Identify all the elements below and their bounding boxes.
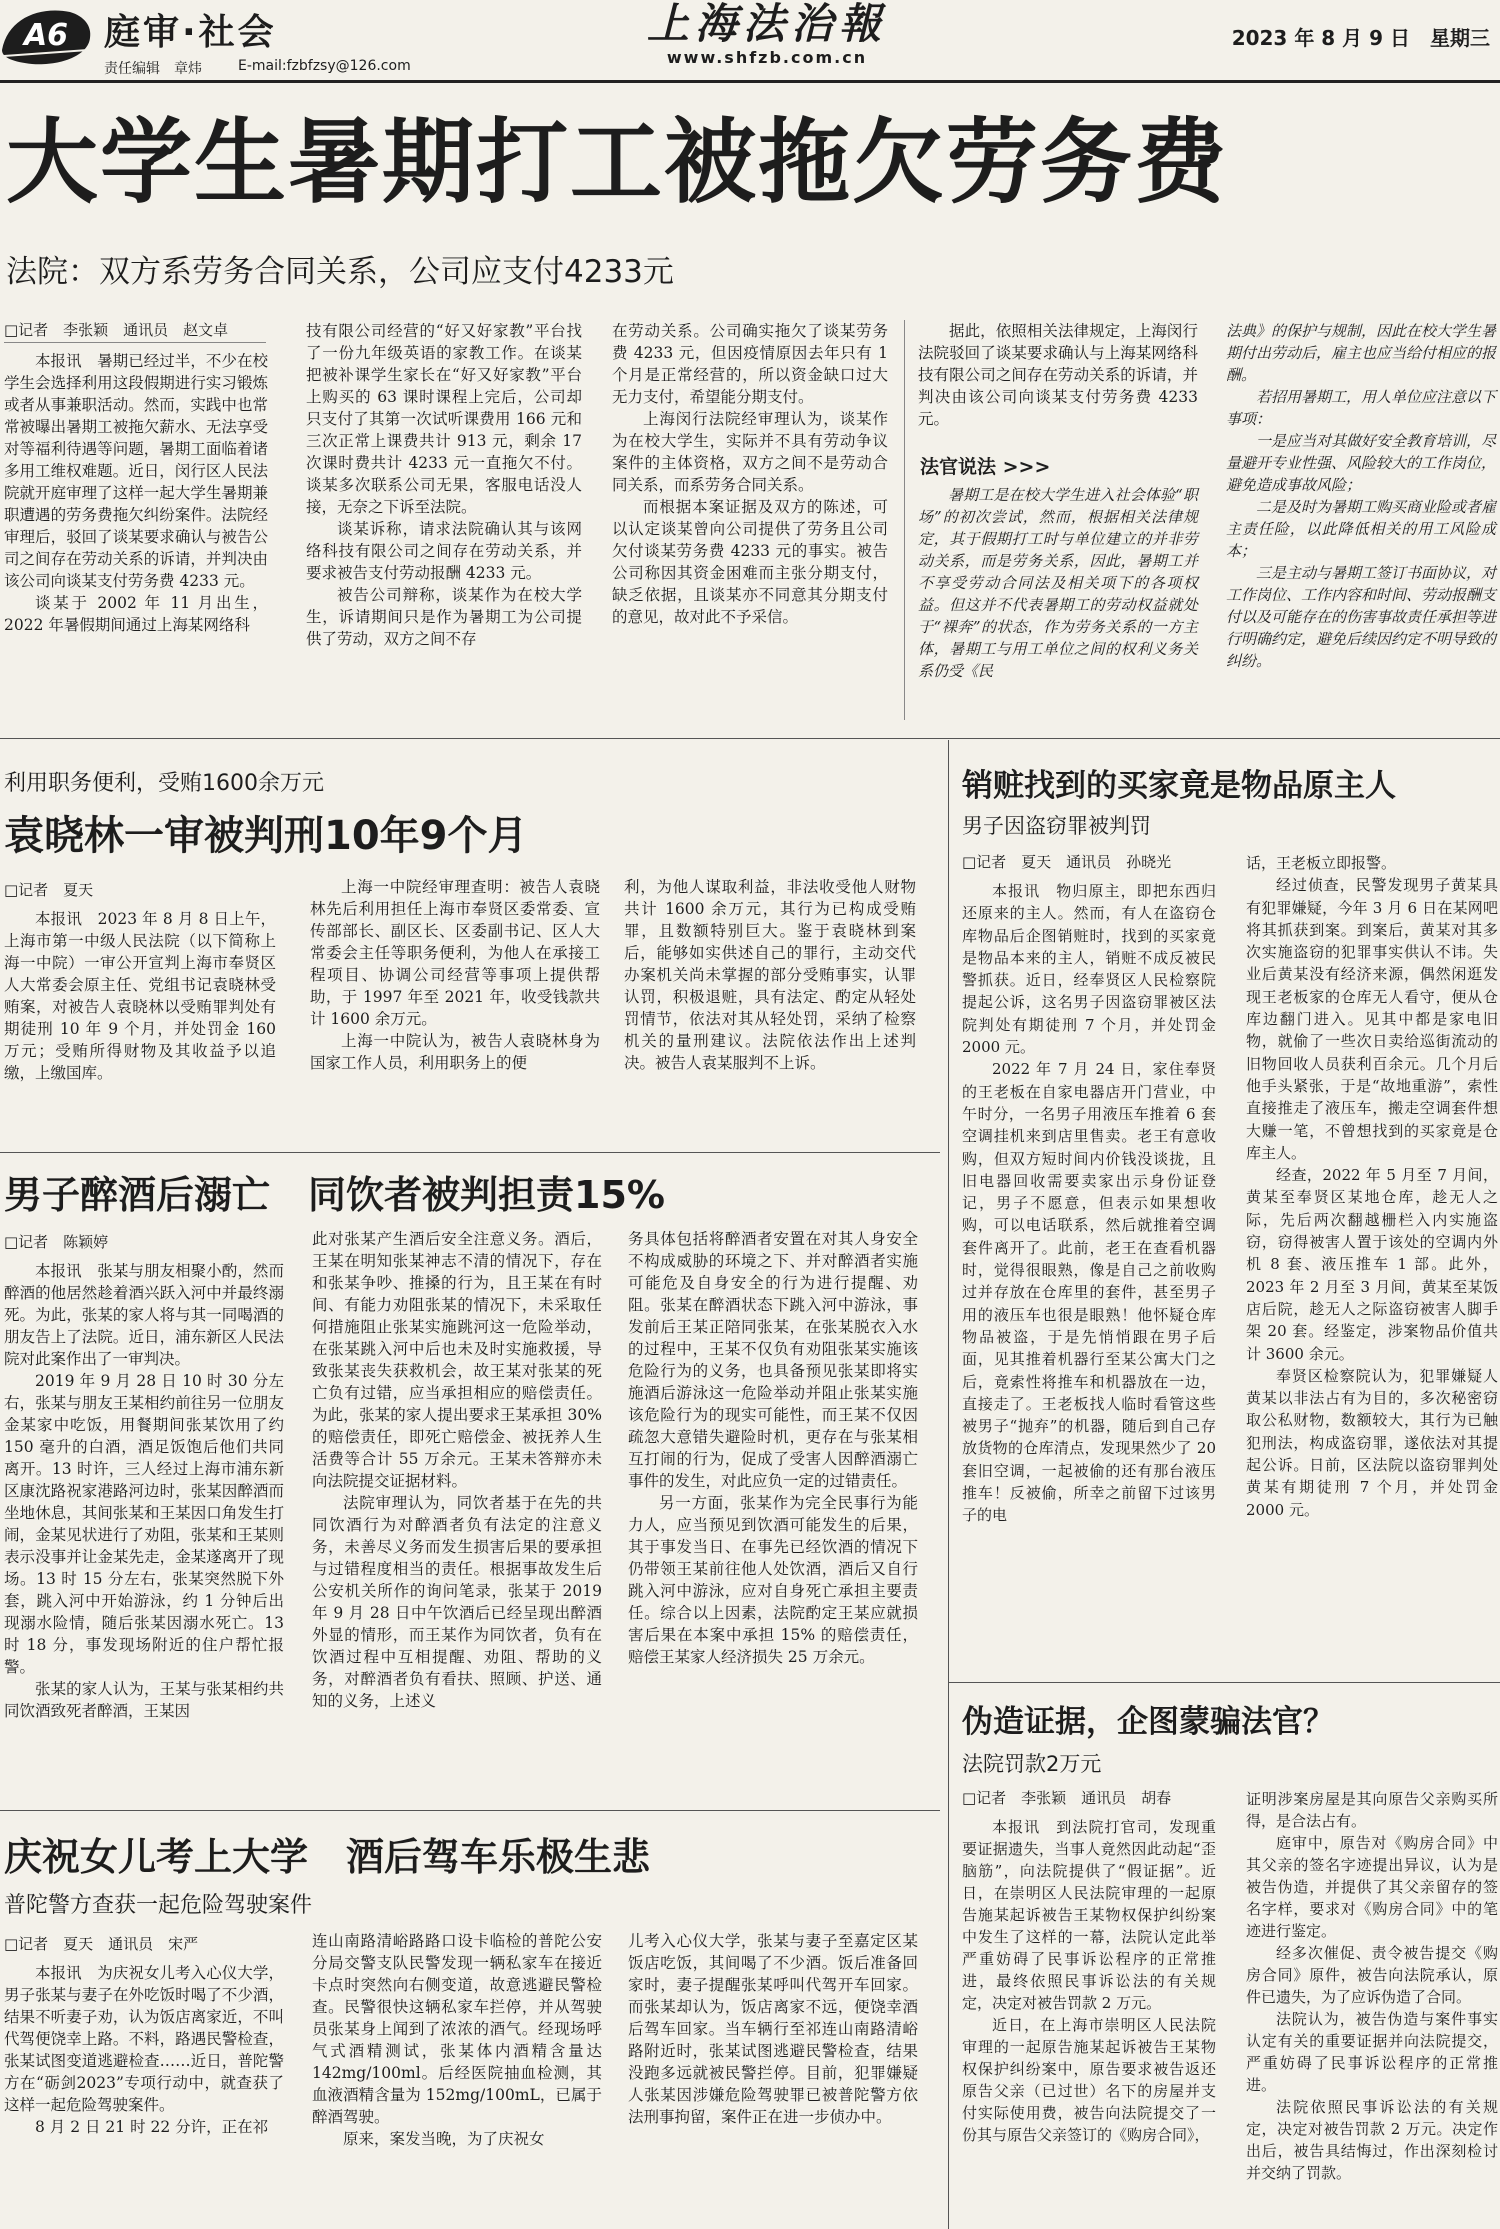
page-number: A6 <box>23 18 69 53</box>
article6-byline: □记者 李张颖 通讯员 胡春 <box>962 1789 1172 1807</box>
section-title: 庭审·社会 <box>104 12 277 53</box>
article1-col4: 据此，依照相关法律规定，上海闵行法院驳回了谈某要求确认与上海某网络科技有限公司之间存在劳动关系的诉请，并判决由该公司向谈某支付劳务费 4233 元。 <box>918 322 1203 428</box>
article4-subhead: 普陀警方查获一起危险驾驶案件 <box>4 1893 313 1918</box>
article6-col1: 本报讯 到法院打官司，发现重要证据遗失，当事人竟然因此动起“歪脑筋”，向法院提供了“假证据”。近日，在崇明区人民法院审理的一起原告施某起诉被告王某物权保护纠纷案中发生了这样的一幕，法院认定此举严重妨碍了民事诉讼程序的正常推进，最终依照民事诉讼法的有关规定，决定对被告罚款 2 万元。 近日，在上海市崇明区人民法院审理的一起原告施某起诉被告王某物权保护纠纷案中，原告要求被告返还原告父亲（已过世）名下的房屋并支付实际使用费，被告向法院提交了一份其与原告父亲签订的《购房合同》， <box>962 1818 1216 2144</box>
article2-col3: 利，为他人谋取利益，非法收受他人财物共计 1600 余万元，其行为已构成受贿罪，且数额特别巨大。鉴于袁晓林到案后，能够如实供述自己的罪行，主动交代办案机关尚未掌握的部分受贿事实，认罪认罚，积极退赃，具有法定、酌定从轻处罚情节，依法对其从轻处罚，采纳了检察机关的量刑建议。法院依法作出上述判决。被告人袁某服判不上诉。 <box>624 878 916 1072</box>
article1-subhead: 法院：双方系劳务合同关系，公司应支付4233元 <box>6 254 674 290</box>
article2-kicker: 利用职务便利，受贿1600余万元 <box>4 771 324 796</box>
article4-col3: 儿考入心仪大学，张某与妻子至嘉定区某饭店吃饭，其间喝了不少酒。饭后准备回家时，妻子提醒张某呼叫代驾开车回家。而张某却认为，饭店离家不远，便饶幸酒后驾车回家。当车辆行至祁连山南路清峪路附近时，张某试图逃避民警检查，结果没跑多远就被民警拦停。目前，犯罪嫌疑人张某因涉嫌危险驾驶罪已被普陀警方依法刑事拘留，案件正在进一步侦办中。 <box>628 1932 918 2126</box>
article5-subhead: 男子因盗窃罪被判罚 <box>962 814 1151 838</box>
article2-col1: 本报讯 2023 年 8 月 8 日上午，上海市第一中级人民法院（以下简称上海一中院）一审公开宣判上海市奉贤区人大常委会原主任、党组书记袁晓林受贿案，对被告人袁晓林以受贿罪判处有期徒刑 10 年 9 个月，并处罚金 160 万元；受贿所得财物及其收益予以追缴，上缴国库。 <box>4 910 281 1082</box>
article5-byline: □记者 夏天 通讯员 孙晓光 <box>962 853 1172 871</box>
article5-col2: 话，王老板立即报警。 经过侦查，民警发现男子黄某具有犯罪嫌疑，今年 3 月 6 日在某网吧将其抓获到案。到案后，黄某对其多次实施盗窃的犯罪事实供认不讳。失业后黄某没有经济来源，偶然闲逛发现王老板家的仓库无人看守，便从仓库边翻门进入。见其中都是家电旧物，就偷了一些次日卖给巡街流动的旧物回收人员获利百余元。几个月后他手头紧张，于是“故地重游”，索性直接推走了液压车，搬走空调套件想大赚一笔，不曾想找到的买家竟是仓库主人。 经查，2022 年 5 月至 7 月间，黄某至奉贤区某地仓库，趁无人之际，先后两次翻越栅栏入内实施盗窃，窃得被害人置于该处的空调内外机 8 套、液压推车 1 部。此外，2023 年 2 月至 3 月间，黄某至某饭店后院，趁无人之际盗窃被害人脚手架 20 套。经鉴定，涉案物品价值共计 3600 余元。 奉贤区检察院认为，犯罪嫌疑人黄某以非法占有为目的，多次秘密窃取公私财物，数额较大，其行为已触犯刑法，构成盗窃罪，遂依法对其提起公诉。日前，区法院以盗窃罪判处黄某有期徒刑 7 个月，并处罚金 2000 元。 <box>1246 854 1498 1519</box>
article1-col1: 本报讯 暑期已经过半，不少在校学生会选择利用这段假期进行实习锻炼或者从事兼职活动。然而，实践中也常常被曝出暑期工被拖欠薪水、无法享受对等福利待遇等问题，暑期工面临着诸多用工维权难题。近日，闵行区人民法院就开庭审理了这样一起大学生暑期兼职遭遇的劳务费拖欠纠纷案件。法院经审理后，驳回了谈某要求确认与被告公司之间存在劳动关系的诉请，并判决由该公司向谈某支付劳务费 4233 元。 谈某于 2002 年 11 月出生，2022 年暑假期间通过上海某网络科 <box>4 352 268 634</box>
website-url[interactable]: www.shfzb.com.cn <box>666 48 868 67</box>
article5-col1: 本报讯 物归原主，即把东西归还原来的主人。然而，有人在盗窃仓库物品后企图销赃时，找到的买家竟是物品本来的主人，销赃不成反被民警抓获。近日，经奉贤区人民检察院提起公诉，这名男子因盗窃罪被区法院判处有期徒刑 7 个月，并处罚金 2000 元。 2022 年 7 月 24 日，家住奉贤的王老板在自家电器店开门营业，中午时分，一名男子用液压车推着 6 套空调挂机来到店里售卖。老王有意收购，但双方短时间内价钱没谈拢，且旧电器回收需要卖家出示身份证登记，男子不愿意，但表示如果想收购，可以电话联系，然后就推着空调套件离开了。此前，老王在查看机器时，觉得很眼熟，像是自己之前收购过并存放在仓库里的套件，甚至男子用的液压车也很是眼熟！他怀疑仓库物品被盗，于是先悄悄跟在男子后面，见其推着机器行至某公寓大门之后，竟索性将推车和机器放在一边，直接走了。王老板找人临时看管这些被男子“抛弃”的机器，随后到自己存放货物的仓库清点，发现果然少了 20 套旧空调，一起被偷的还有那台液压推车！反被偷，所幸之前留下过该男子的电 <box>962 882 1216 1525</box>
article4-byline: □记者 夏天 通讯员 宋严 <box>4 1935 199 1953</box>
editor-email: E-mail:fzbfzsy@126.com <box>238 58 411 74</box>
article3-byline: □记者 陈颖婷 <box>4 1233 109 1251</box>
section-divider <box>0 1152 940 1153</box>
column-divider <box>904 320 905 720</box>
issue-date: 2023 年 8 月 9 日 星期三 <box>1231 26 1490 50</box>
section-divider <box>0 738 1500 739</box>
article2-headline: 袁晓林一审被判刑10年9个月 <box>4 813 528 859</box>
article2-col2: 上海一中院经审理查明：被告人袁晓林先后利用担任上海市奉贤区委常委、宣传部部长、副区长、区委副书记、区人大常委会主任等职务便利，为他人在承接工程项目、协调公司经营等事项上提供帮助，于 1997 年至 2021 年，收受钱款共计 1600 余万元。 上海一中院认为，被告人袁晓林身为国家工作人员，利用职务上的便 <box>310 878 600 1072</box>
article2-byline: □记者 夏天 <box>4 881 94 899</box>
column-divider <box>948 740 949 2229</box>
article4-headline: 庆祝女儿考上大学 酒后驾车乐极生悲 <box>4 1835 651 1879</box>
article6-col2: 证明涉案房屋是其向原告父亲购买所得，是合法占有。 庭审中，原告对《购房合同》中其父亲的签名字迹提出异议，认为是被告伪造，并提供了其父亲留存的签名字样，要求对《购房合同》中的笔迹进行鉴定。 经多次催促、责令被告提交《购房合同》原件，被告向法院承认，原件已遗失，为了应诉伪造了合同。 法院认为，被告伪造与案件事实认定有关的重要证据并向法院提交，严重妨碍了民事诉讼程序的正常推进。 法院依照民事诉讼法的有关规定，决定对被告罚款 2 万元。决定作出后，被告具结悔过，作出深刻检讨并交纳了罚款。 <box>1246 1790 1498 2182</box>
header-rule <box>0 80 1500 83</box>
byline-rule <box>4 342 266 343</box>
article5-headline: 销赃找到的买家竟是物品原主人 <box>962 768 1396 804</box>
article4-col2: 连山南路清峪路路口设卡临检的普陀公安分局交警支队民警发现一辆私家车在接近卡点时突然向右侧变道，故意逃避民警检查。民警很快这辆私家车拦停，并从驾驶员张某身上闻到了浓浓的酒气。经现场呼气式酒精测试，张某体内酒精含量达 142mg/100ml。后经医院抽血检测，其血液酒精含量为 152mg/100mL，已属于醉酒驾驶。 原来，案发当晚，为了庆祝女 <box>312 1932 602 2148</box>
article3-col2: 此对张某产生酒后安全注意义务。酒后，王某在明知张某神志不清的情况下，存在和张某争吵、推搡的行为，且王某在有时间、有能力劝阻张某的情况下，未采取任何措施阻止张某实施跳河这一危险举动，在张某跳入河中后也未及时实施救援，导致张某丧失获救机会，故王某对张某的死亡负有过错，应当承担相应的赔偿责任。为此，张某的家人提出要求王某承担 30% 的赔偿责任，即死亡赔偿金、被抚养人生活费等合计 55 万余元。王某未答辩亦未向法院提交证据材料。 法院审理认为，同饮者基于在先的共同饮酒行为对醉酒者负有法定的注意义务，未善尽义务而发生损害后果的要承担与过错程度相当的责任。根据事故发生后公安机关所作的询问笔录，张某于 2019 年 9 月 28 日中午饮酒后已经呈现出醉酒外显的情形，而王某作为同饮者，负有在饮酒过程中互相提醒、劝阻、帮助的义务，对醉酒者负有看扶、照顾、护送、通知的义务，上述义 <box>312 1230 602 1710</box>
article6-headline: 伪造证据，企图蒙骗法官？ <box>962 1704 1334 1740</box>
newspaper-logo: 上海法治報 <box>646 0 887 48</box>
article3-col3: 务具体包括将醉酒者安置在对其人身安全不构成威胁的环境之下、并对醉酒者实施可能危及自身安全的行为进行提醒、劝阻。张某在醉酒状态下跳入河中游泳，事发前后王某正陪同张某，在张某脱衣入水的过程中，王某不仅负有劝阻张某实施该危险行为的义务，也具备预见张某即将实施酒后游泳这一危险举动并阻止张某实施该危险行为的现实可能性，而王某不仅因疏忽大意错失避险时机，更存在与张某相互打闹的行为，促成了受害人因醉酒溺亡事件的发生，对此应负一定的过错责任。 另一方面，张某作为完全民事行为能力人，应当预见到饮酒可能发生的后果，其于事发当日、在事先已经饮酒的情况下仍带领王某前往他人处饮酒，酒后又自行跳入河中游泳，应对自身死亡承担主要责任。综合以上因素，法院酌定王某应就损害后果在本案中承担 15% 的赔偿责任，赔偿王某家人经济损失 25 万余元。 <box>628 1230 918 1666</box>
article1-headline: 大学生暑期打工被拖欠劳务费 <box>6 109 1229 216</box>
article1-col2: 技有限公司经营的“好又好家教”平台找了一份九年级英语的家教工作。在谈某把被补课学生家长在“好又好家教”平台上购买的 63 课时课程上完后，公司却只支付了其第一次试听课费用 166 元和三次正常上课费共计 913 元，剩余 17 次课时费共计 4233 元一直拖欠不付。谈某多次联系公司无果，客服电话没人接，无奈之下诉至法院。 谈某诉称，请求法院确认其与该网络科技有限公司之间存在劳动关系，并要求被告支付劳动报酬 4233 元。 被告公司辩称，谈某作为在校大学生，诉请期间只是作为暑期工为公司提供了劳动，双方之间不存 <box>306 322 582 648</box>
page-header <box>0 0 1500 80</box>
article1-col3: 在劳动关系。公司确实拖欠了谈某劳务费 4233 元，但因疫情原因去年只有 1 个月是正常经营的，所以资金缺口过大无力支付，希望能分期支付。 上海闵行法院经审理认为，谈某作为在校大学生，实际并不具有劳动争议案件的主体资格，双方之间不是劳动合同关系，而系劳务合同关系。 而根据本案证据及双方的陈述，可以认定谈某曾向公司提供了劳务且公司欠付谈某劳务费 4233 元的事实。被告公司称因其资金困难而主张分期支付，缺乏依据，且谈某亦不同意其分期支付的意见，故对此不予采信。 <box>612 322 888 626</box>
section-divider <box>948 1682 1500 1683</box>
article3-headline: 男子醉酒后溺亡 同饮者被判担责15% <box>4 1173 665 1217</box>
section-divider <box>0 1810 940 1811</box>
judge-comment-col4: 暑期工是在校大学生进入社会体验“职场”的初次尝试，然而，根据相关法律规定，其于假期打工时与单位建立的并非劳动关系，而是劳务关系，因此，暑期工并不享受劳动合同法及相关项下的各项权益。但这并不代表暑期工的劳动权益就处于“裸奔”的状态，作为劳务关系的一方主体，暑期工与用工单位之间的权利义务关系仍受《民 <box>918 486 1198 680</box>
article4-col1: 本报讯 为庆祝女儿考入心仪大学，男子张某与妻子在外吃饭时喝了不少酒，结果不听妻子劝，认为饭店离家近，不叫代驾便饶幸上路。不料，路遇民警检查，张某试图变道逃避检查……近日，普陀警方在“砺剑2023”专项行动中，就查获了这样一起危险驾驶案件。 8 月 2 日 21 时 22 分许，正在祁 <box>4 1964 284 2136</box>
judge-comment-col5: 法典》的保护与规制，因此在校大学生暑期付出劳动后，雇主也应当给付相应的报酬。 若招用暑期工，用人单位应注意以下事项： 一是应当对其做好安全教育培训，尽量避开专业性强、风险较大的工作岗位，避免造成事故风险； 二是及时为暑期工购买商业险或者雇主责任险，以此降低相关的用工风险成本； 三是主动与暑期工签订书面协议，对工作岗位、工作内容和时间、劳动报酬支付以及可能存在的伤害事故责任承担等进行明确约定，避免后续因约定不明导致的纠纷。 <box>1226 322 1497 670</box>
editor-credit: 责任编辑 章炜 <box>104 61 202 77</box>
article1-byline: □记者 李张颖 通讯员 赵文卓 <box>4 321 229 339</box>
article3-col1: 本报讯 张某与朋友相聚小酌，然而醉酒的他居然趁着酒兴跃入河中并最终溺死。为此，张某的家人将与其一同喝酒的朋友告上了法院。近日，浦东新区人民法院对此案作出了一审判决。 2019 年 9 月 28 日 10 时 30 分左右，张某与朋友王某相约前往另一位朋友金某家中吃饭，用餐期间张某饮用了约 150 毫升的白酒，酒足饭饱后他们共同离开。13 时许，三人经过上海市浦东新区康沈路祝家港路河边时，张某因醉酒而坐地休息，其间张某和王某因口角发生打闹，金某见状进行了劝阻，张某和王某则表示没事并让金某先走，金某遂离开了现场。13 时 15 分左右，张某突然脱下外套，跳入河中开始游泳，约 1 分钟后出现溺水险情，随后张某因溺水死亡。13 时 18 分，事发现场附近的住户帮忙报警。 张某的家人认为，王某与张某相约共同饮酒致死者醉酒，王某因 <box>4 1262 284 1720</box>
judge-comment-title: 法官说法 >>> <box>920 456 1051 478</box>
article6-subhead: 法院罚款2万元 <box>962 1752 1102 1776</box>
